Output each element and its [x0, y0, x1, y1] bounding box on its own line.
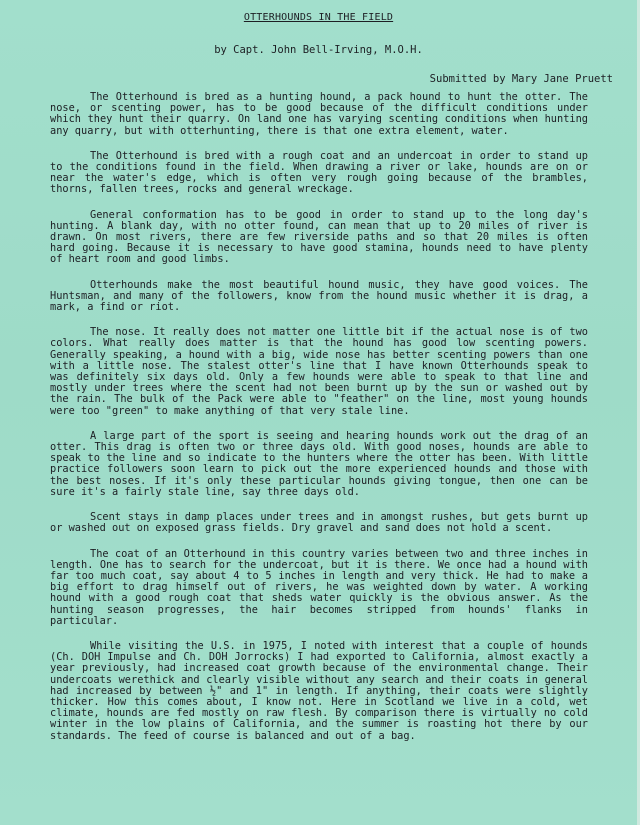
paragraph-8: The coat of an Otterhound in this country varies between two and three inches in length. One has to search for the undercoat, but it is there. We once had a hound with far too much coat, say about 4 to 5 inches in length and very thick. He had to make a big effort to drag himself out of rivers, he was weighted down by water. A working hound with a good rough coat that sheds water quickly is the obvious answer. As the hunting season progresses, the hair becomes stripped from hounds' flanks in particular. [50, 547, 588, 627]
article-body [50, 92, 588, 756]
paragraph-7: Scent stays in damp places under trees and in amongst rushes, but gets burnt up or washed out on exposed grass fields. Dry gravel and sand does not hold a scent. [50, 511, 588, 535]
paragraph-1: The Otterhound is bred as a hunting hound, a pack hound to hunt the otter. The nose, or scenting power, has to be good because of the difficult conditions under which they hunt their quarry. On land one has varying scenting conditions when hunting any quarry, but with otterhunting, there is that one extra element, water. [50, 91, 588, 137]
submitted-by: Submitted by Mary Jane Pruett [429, 73, 613, 85]
paragraph-3: General conformation has to be good in order to stand up to the long day's hunting. A blank day, with no otter found, can mean that up to 20 miles of river is drawn. On most rivers, there are few riverside paths and so that 20 miles is often hard going. Because it is necessary to have good stamina, hounds need to have plenty of heart room and good limbs. [50, 208, 588, 266]
paragraph-6: A large part of the sport is seeing and hearing hounds work out the drag of an otter. This drag is often two or three days old. With good noses, hounds are able to speak to the line and so indicate to the hunters where the otter has been. With little practice followers soon learn to pick out the more experienced hounds and those with the best noses. If it's only these particular hounds giving tongue, then one can be sure it's a fairly stale line, say three days old. [50, 429, 588, 498]
paragraph-2: The Otterhound is bred with a rough coat and an undercoat in order to stand up to the conditions found in the field. When drawing a river or lake, hounds are on or near the water's edge, which is often very rough going because of the brambles, thorns, fallen trees, rocks and general wreckage. [50, 149, 588, 196]
document-title: OTTERHOUNDS IN THE FIELD [243, 12, 394, 23]
paragraph-4: Otterhounds make the most beautiful hound music, they have good voices. The Huntsman, and many of the followers, know from the hound music whether it is drag, a mark, a find or riot. [50, 278, 588, 314]
paragraph-9: While visiting the U.S. in 1975, I noted with interest that a couple of hounds (Ch. DOH Impulse and Ch. DOH Jorrocks) I had exported to California, almost exactly a year previously, had increased coat growth because of the environmental change. Their undercoats werethick and clearly visible without any search and their coats in general had increased by between ½" and 1" in length. If anything, their coats were slightly thicker. How this comes about, I know not. Here in Scotland we live in a cold, wet climate, hounds are fed mostly on raw flesh. By comparison there is virtually no cold winter in the low plains of California, and the summer is roasting hot there by our standards. The feed of course is balanced and out of a bag. [50, 639, 588, 742]
author-byline: by Capt. John Bell-Irving, M.O.H. [214, 44, 423, 56]
paragraph-5: The nose. It really does not matter one little bit if the actual nose is of two colors. What really does matter is that the hound has good low scenting powers. Generally speaking, a hound with a big, wide nose has better scenting powers than one with a little nose. The stalest otter's line that I have known Otterhounds speak to was definitely six days old. Only a few hounds were able to speak to that line and mostly under trees where the scent had not been burnt up by the sun or washed out by the rain. The bulk of the Pack were able to "feather" on the line, most young hounds were too "green" to make anything of that very stale line. [50, 326, 588, 417]
